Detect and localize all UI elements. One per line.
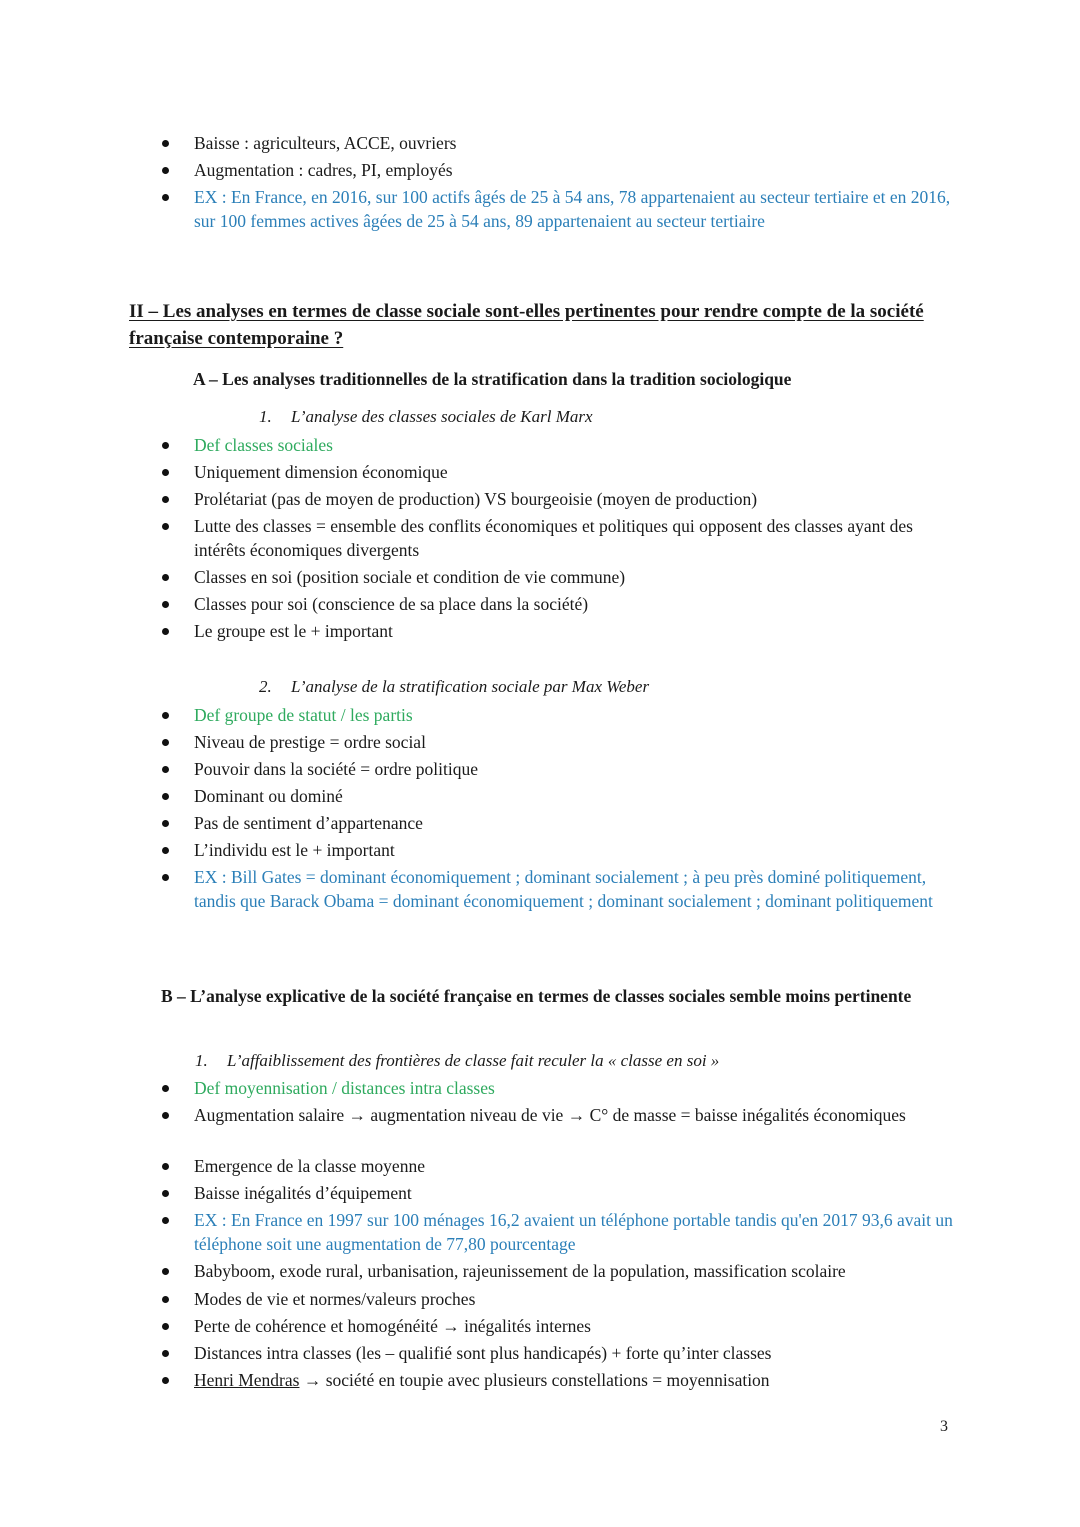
bullet-icon <box>162 793 169 800</box>
bullet-icon <box>162 1085 169 1092</box>
bullet-icon <box>162 712 169 719</box>
bullet-icon <box>162 469 169 476</box>
bullet-icon <box>162 1350 169 1357</box>
document-page: Baisse : agriculteurs, ACCE, ouvriers Augmentation : cadres, PI, employés EX : En France, en 2016, sur 100 actifs âgés de 25 à 54 ans, 78 appartenaient au secteur tertiaire et en 2016, sur 100 femmes actives âgées de 25 à 54 ans, 89 appartenaient au secteur tertiaire II – Les analyses en termes de classe sociale sont-elles pertinentes pour rendre compte de la société française contemporaine ? A – Les analyses traditionnelles de la stratification dans la tradition sociologique 1. L’analyse des classes sociales de Karl Marx Def classes sociales Uniquement dimension économique Prolétariat (pas de moyen de production) VS bourgeoisie (moyen de production) Lutte des classes = ensemble des conflits économiques et politiques qui opposent des classes ayant des intérêts économiques divergents Classes en soi (position sociale et condition de vie commune) Classes pour soi (conscience de sa place dans la société) Le groupe est le + important 2. L’analyse de la stratification sociale par Max Weber Def groupe de statut / les partis Niveau de prestige = ordre social Pouvoir dans la société = ordre politique Dominant ou dominé Pas de sentiment d’appartenance L’individu est le + important EX : Bill Gates = dominant économiquement ; dominant socialement ; à peu près dominé politiquement, tandis que Barack Obama = dominant économiquement ; dominant socialement ; dominant politiquement B – L’analyse explicative de la société française en termes de classes sociales semble moins pertinente 1. L’affaiblissement des frontières de classe fait reculer la « classe en soi » Def moyennisation / distances intra classes Augmentation salaire → augmentation niveau de vie → C° de masse = baisse inégalités économiques Emergence de la classe moyenne Baisse inégalités d’équipement EX : En France en 1997 sur 100 ménages 16,2 avaient un téléphone portable tandis qu'en 2017 93,6 avait un téléphone soit une augmentation de 77,80 pourcentage Babyboom, exode rural, urbanisation, rajeunissement de la population, massification scolaire Modes de vie et normes/valeurs proches Perte de cohérence et homogénéité → inégalités internes Distances intra classes (les – qualifié sont plus handicapés) + forte qu’inter classes Henri Mendras → société en toupie avec plusieurs constellations = moyennisation 3 <box>0 0 1080 1527</box>
bullet-icon <box>162 523 169 530</box>
sub-heading-a1: 1. L’analyse des classes sociales de Karl Marx <box>259 407 593 426</box>
bullet-icon <box>162 1377 169 1384</box>
bullet-icon <box>162 194 169 201</box>
sub-heading-b1: 1. L’affaiblissement des frontières de classe fait reculer la « classe en soi » <box>195 1051 720 1070</box>
bullet-icon <box>162 601 169 608</box>
page-number: 3 <box>940 1418 948 1435</box>
bullet-icon <box>162 442 169 449</box>
subsection-heading-a: A – Les analyses traditionnelles de la stratification dans la tradition sociologique <box>193 369 792 389</box>
bullet-icon <box>162 574 169 581</box>
bullet-icon <box>162 167 169 174</box>
bullet-icon <box>162 496 169 503</box>
subsection-heading-b: B – L’analyse explicative de la société française en termes de classes sociales semble moins pertinente <box>161 986 912 1006</box>
author-name: Henri Mendras <box>194 1370 300 1390</box>
bullet-icon <box>162 739 169 746</box>
bullet-icon <box>162 1112 169 1119</box>
bullet-icon <box>162 1268 169 1275</box>
bullet-icon <box>162 628 169 635</box>
bullet-icon <box>162 1190 169 1197</box>
bullet-icon <box>162 1217 169 1224</box>
sub-heading-a2: 2. L’analyse de la stratification sociale par Max Weber <box>259 677 650 696</box>
bullet-icon <box>162 766 169 773</box>
bullet-icon <box>162 1296 169 1303</box>
bullet-icon <box>162 1163 169 1170</box>
bullet-icon <box>162 140 169 147</box>
bullet-icon <box>162 1323 169 1330</box>
section-heading-ii: II – Les analyses en termes de classe sociale sont-elles pertinentes pour rendre compte de la société française contemporaine ? <box>129 301 924 349</box>
bullet-icon <box>162 874 169 881</box>
bullet-icon <box>162 847 169 854</box>
bullet-icon <box>162 820 169 827</box>
